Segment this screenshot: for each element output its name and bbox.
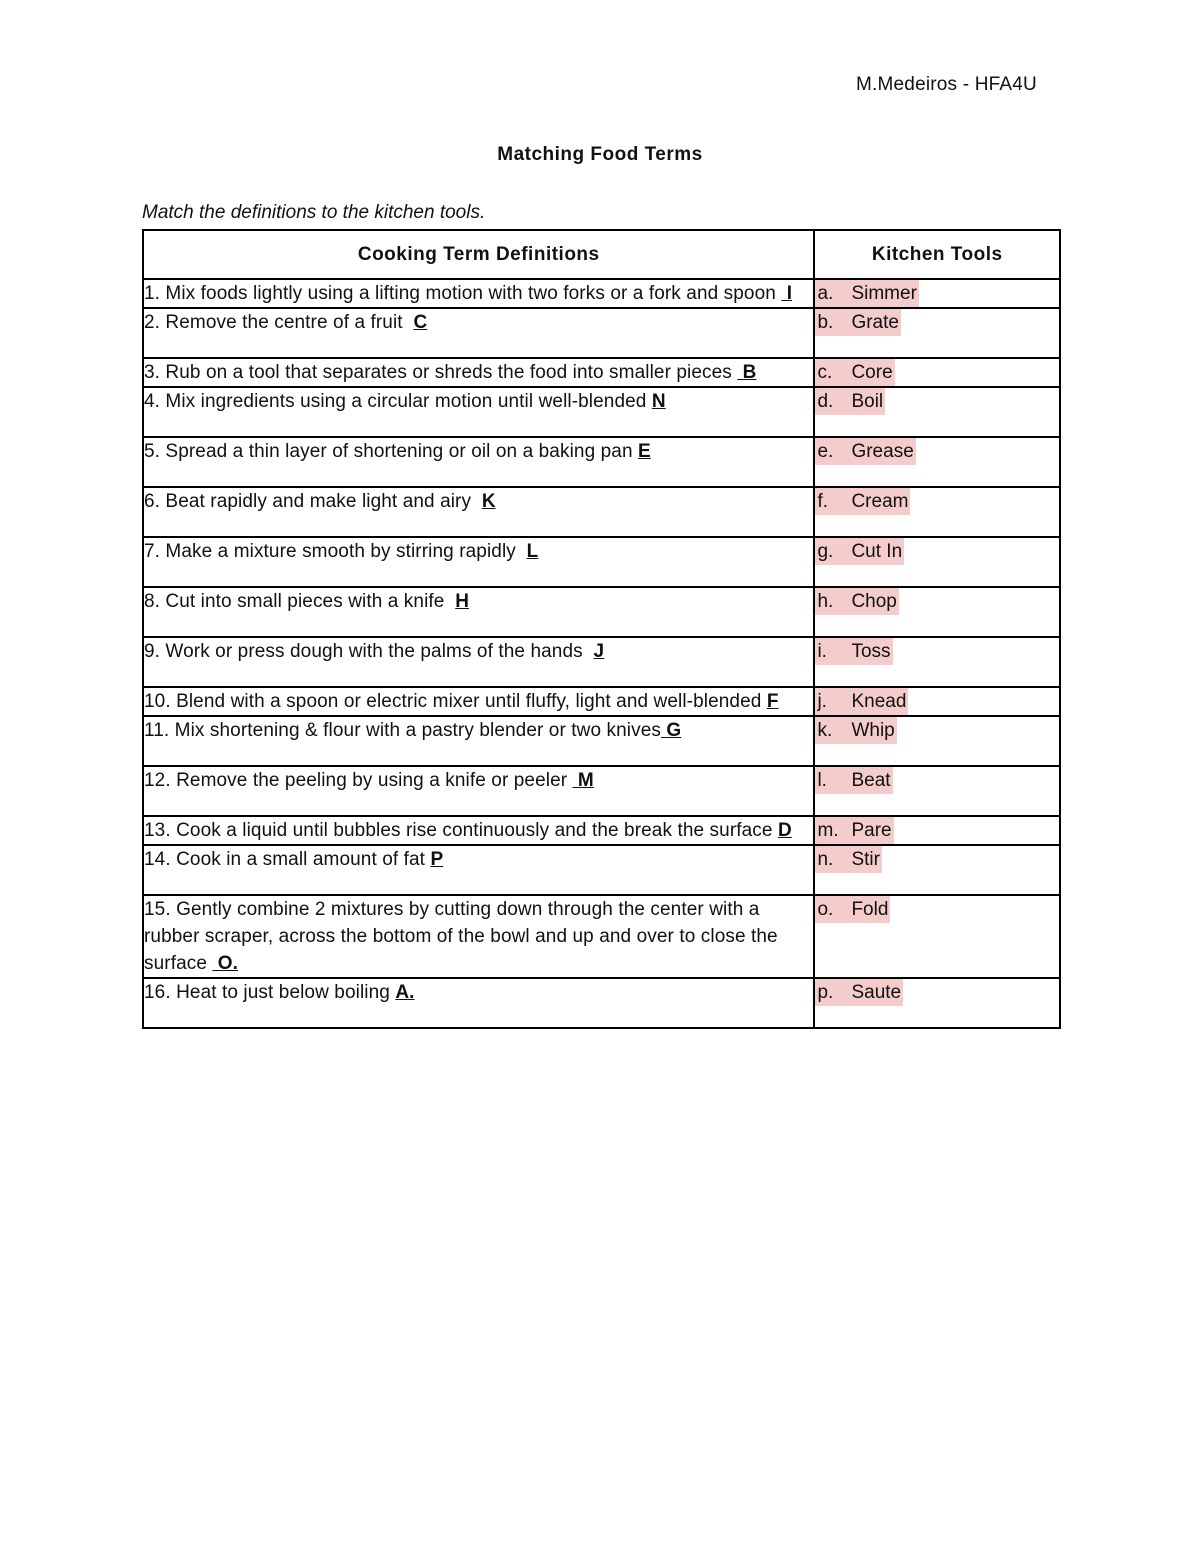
tool-cell [814,387,1060,437]
tool-cell [814,637,1060,687]
definition-text: 8. Cut into small pieces with a knife [144,591,456,612]
answer-letter: B [737,362,757,383]
answer-letter: J [593,641,605,662]
tool-name: Beat [851,770,891,791]
definition-cell [143,387,814,437]
answer-letter: H [455,591,470,612]
table-row [143,716,1060,766]
table-row [143,358,1060,387]
definition-text: 15. Gently combine 2 mixtures by cutting down through the center with a rubber scraper, across the bottom of the bowl and up and over to close the surface [144,899,784,974]
tool-name: Pare [851,820,892,841]
tool-cell [814,895,1060,978]
tool-letter: n. [817,849,834,870]
tool-letter: a. [817,283,834,304]
answer-letter: I [781,283,793,304]
answer-letter: N [651,391,666,412]
author-course-header: M.Medeiros - HFA4U [856,74,1037,95]
definition-cell [143,766,814,816]
table-row [143,487,1060,537]
answer-letter: E [638,441,651,462]
tool-letter: d. [817,391,834,412]
tool-highlight [815,846,882,873]
table-row [143,537,1060,587]
table-row [143,387,1060,437]
tool-highlight [815,438,915,465]
definition-cell [143,437,814,487]
tool-name: Fold [851,899,889,920]
table-row [143,895,1060,978]
tool-highlight [815,388,885,415]
definition-cell [143,279,814,308]
tool-highlight [815,638,892,665]
definition-text: 3. Rub on a tool that separates or shreds the food into smaller pieces [144,362,738,383]
tool-name: Chop [851,591,897,612]
definition-text: 16. Heat to just below boiling [144,982,396,1003]
tool-name: Toss [851,641,891,662]
tool-cell [814,978,1060,1028]
column-header-definitions: Cooking Term Definitions [143,230,814,279]
definition-cell [143,716,814,766]
table-row [143,437,1060,487]
tool-highlight [815,488,910,515]
tool-highlight [815,538,904,565]
table-row [143,816,1060,845]
tool-cell [814,358,1060,387]
tool-letter: b. [817,312,834,333]
definition-text: 5. Spread a thin layer of shortening or oil on a baking pan [144,441,638,462]
answer-letter: K [481,491,496,512]
answer-letter: F [766,691,779,712]
table-row [143,308,1060,358]
definition-text: 10. Blend with a spoon or electric mixer until fluffy, light and well-blended [144,691,767,712]
tool-cell [814,766,1060,816]
answer-letter: M [572,770,594,791]
definition-cell [143,816,814,845]
definition-text: 13. Cook a liquid until bubbles rise continuously and the break the surface [144,820,778,841]
tool-letter: i. [817,641,827,662]
definition-cell [143,308,814,358]
tool-name: Stir [851,849,880,870]
tool-highlight [815,588,898,615]
tool-name: Whip [851,720,895,741]
tool-cell [814,279,1060,308]
tool-cell [814,487,1060,537]
definition-text: 4. Mix ingredients using a circular motion until well-blended [144,391,652,412]
tool-name: Grease [851,441,914,462]
definition-cell [143,978,814,1028]
definition-text: 12. Remove the peeling by using a knife or peeler [144,770,573,791]
table-row [143,845,1060,895]
page-title: Matching Food Terms [497,144,703,165]
definition-cell [143,358,814,387]
tool-name: Grate [851,312,899,333]
table-row [143,637,1060,687]
tool-name: Simmer [851,283,917,304]
tool-letter: e. [817,441,834,462]
table-row [143,766,1060,816]
tool-letter: p. [817,982,834,1003]
tool-name: Core [851,362,893,383]
tool-highlight [815,309,901,336]
tool-name: Cream [851,491,909,512]
definition-text: 14. Cook in a small amount of fat [144,849,431,870]
tool-highlight [815,767,892,794]
matching-table [142,229,1061,1029]
definition-cell [143,845,814,895]
tool-highlight [815,979,903,1006]
definition-cell [143,687,814,716]
table-row [143,279,1060,308]
definition-text: 9. Work or press dough with the palms of the hands [144,641,594,662]
tool-name: Boil [851,391,884,412]
answer-letter: C [413,312,428,333]
answer-letter: P [430,849,444,870]
tool-highlight [815,896,890,923]
answer-letter: G [660,720,682,741]
tool-highlight [815,688,908,715]
tool-cell [814,816,1060,845]
tool-cell [814,437,1060,487]
tool-name: Knead [851,691,907,712]
column-header-tools: Kitchen Tools [814,230,1060,279]
tool-highlight [815,359,894,386]
tool-highlight [815,717,896,744]
tool-cell [814,308,1060,358]
tool-letter: o. [817,899,834,920]
tool-cell [814,537,1060,587]
tool-cell [814,587,1060,637]
table-row [143,587,1060,637]
tool-cell [814,687,1060,716]
tool-highlight [815,817,893,844]
definition-text: 7. Make a mixture smooth by stirring rapidly [144,541,527,562]
definition-cell [143,537,814,587]
answer-letter: L [526,541,539,562]
tool-cell [814,845,1060,895]
answer-letter: A. [395,982,415,1003]
tool-letter: f. [817,491,829,512]
answer-letter: O. [212,953,239,974]
tool-letter: m. [817,820,839,841]
tool-letter: g. [817,541,834,562]
table-row [143,687,1060,716]
definition-cell [143,637,814,687]
definition-text: 11. Mix shortening & flour with a pastry blender or two knives [144,720,661,741]
table-row [143,978,1060,1028]
tool-highlight [815,280,918,307]
tool-letter: j. [817,691,827,712]
tool-cell [814,716,1060,766]
answer-letter: D [777,820,792,841]
definition-text: 1. Mix foods lightly using a lifting motion with two forks or a fork and spoon [144,283,782,304]
definition-cell [143,487,814,537]
tool-name: Saute [851,982,902,1003]
tool-letter: h. [817,591,834,612]
definition-cell [143,895,814,978]
definition-text: 6. Beat rapidly and make light and airy [144,491,482,512]
tool-letter: c. [817,362,833,383]
definition-text: 2. Remove the centre of a fruit [144,312,414,333]
tool-letter: k. [817,720,833,741]
instructions-text: Match the definitions to the kitchen tools. [142,202,486,223]
matching-table-body [143,279,1060,1028]
tool-name: Cut In [851,541,903,562]
tool-letter: l. [817,770,827,791]
definition-cell [143,587,814,637]
